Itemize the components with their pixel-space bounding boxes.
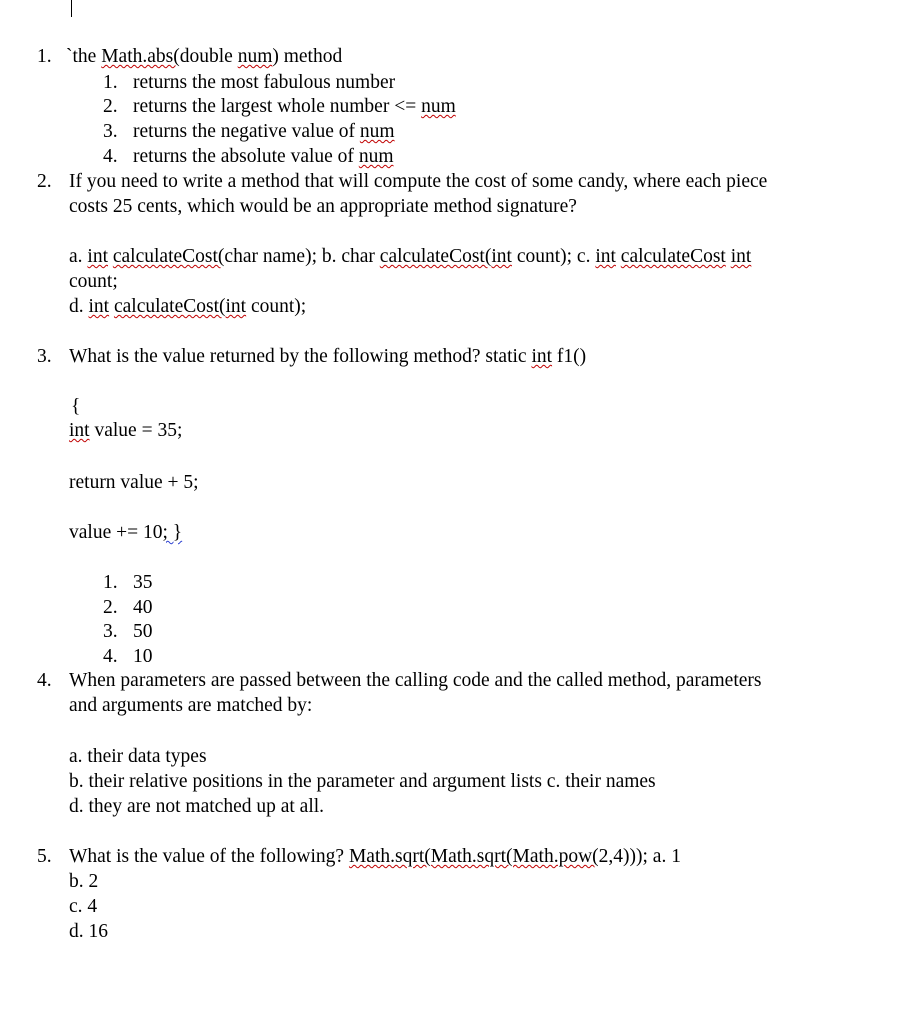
q4-option: a. their data types xyxy=(69,746,207,767)
q1-option: returns the negative value of num xyxy=(133,121,395,142)
q3-option-number: 4. xyxy=(103,646,118,667)
q1-option-number: 2. xyxy=(103,96,118,117)
q1-option-number: 4. xyxy=(103,146,118,167)
q4-option: b. their relative positions in the parameter and argument lists c. their names xyxy=(69,771,656,792)
q3-option-number: 1. xyxy=(103,572,118,593)
q1-option-number: 3. xyxy=(103,121,118,142)
q5-number: 5. xyxy=(37,846,52,867)
q1-question: `the Math.abs(double num) method xyxy=(66,46,343,67)
q4-option: d. they are not matched up at all. xyxy=(69,796,325,817)
q2-question-line: If you need to write a method that will compute the cost of some candy, where each piece xyxy=(69,171,768,192)
q3-option: 10 xyxy=(133,646,153,667)
q1-number: 1. xyxy=(37,46,52,67)
q4-number: 4. xyxy=(37,670,52,691)
q3-code-line: int value = 35; xyxy=(69,420,183,441)
q3-option: 35 xyxy=(133,572,153,593)
q5-option: d. 16 xyxy=(69,921,108,942)
q5-question: What is the value of the following? Math.sqrt(Math.sqrt(Math.pow(2,4))); a. 1 xyxy=(69,846,681,867)
q3-number: 3. xyxy=(37,346,52,367)
q2-options-line: d. int calculateCost(int count); xyxy=(69,296,307,317)
q2-options-line: count; xyxy=(69,271,118,292)
q1-option-number: 1. xyxy=(103,72,118,93)
q5-option: c. 4 xyxy=(69,896,98,917)
q3-code-line: return value + 5; xyxy=(69,472,199,493)
q3-option-number: 3. xyxy=(103,621,118,642)
text-cursor xyxy=(71,0,72,17)
q3-option: 50 xyxy=(133,621,153,642)
q3-question: What is the value returned by the following method? static int f1() xyxy=(69,346,587,367)
q2-number: 2. xyxy=(37,171,52,192)
q3-option-number: 2. xyxy=(103,597,118,618)
q2-options-line: a. int calculateCost(char name); b. char calculateCost(int count); c. int calculateCost int xyxy=(69,246,752,267)
q1-option: returns the largest whole number <= num xyxy=(133,96,456,117)
q1-option: returns the absolute value of num xyxy=(133,146,394,167)
q1-option: returns the most fabulous number xyxy=(133,72,396,93)
q2-question-line: costs 25 cents, which would be an appropriate method signature? xyxy=(69,196,577,217)
q4-question-line: and arguments are matched by: xyxy=(69,695,313,716)
q3-code-brace: { xyxy=(71,396,81,417)
q4-question-line: When parameters are passed between the calling code and the called method, parameters xyxy=(69,670,762,691)
q3-code-line: value += 10; } xyxy=(69,522,183,543)
q3-option: 40 xyxy=(133,597,153,618)
q5-option: b. 2 xyxy=(69,871,99,892)
